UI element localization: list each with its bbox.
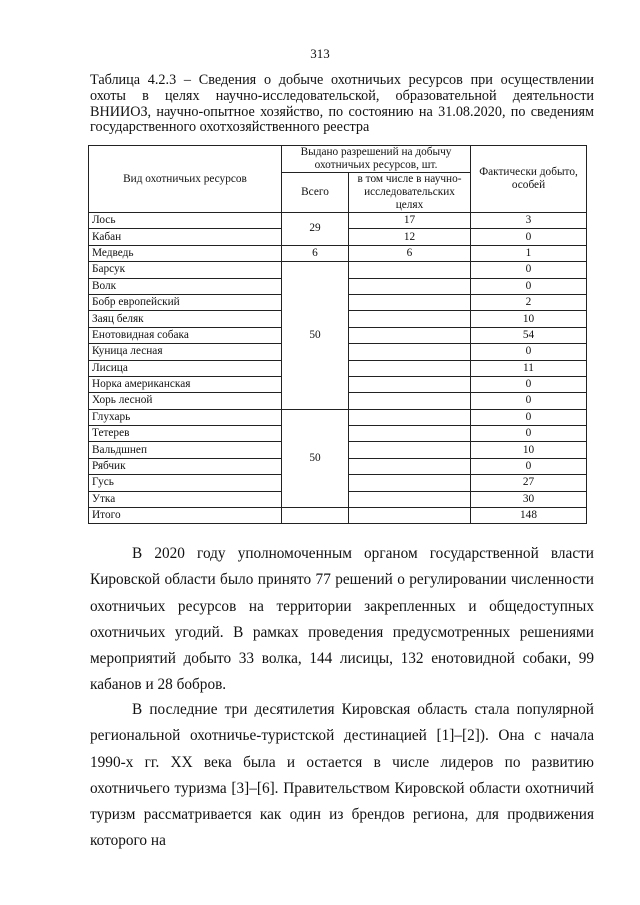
total-label: Итого: [89, 508, 282, 524]
harvested-cell: 0: [471, 426, 587, 442]
table-row: [89, 213, 587, 229]
harvested-cell: 0: [471, 262, 587, 278]
species-name: Бобр европейский: [89, 294, 282, 310]
research-cell: [349, 344, 471, 360]
header-issued: Выдано разрешений на добычу охотничьих ресурсов, шт.: [282, 146, 471, 173]
harvested-cell: 0: [471, 376, 587, 392]
research-cell: 17: [349, 213, 471, 229]
research-cell: [349, 393, 471, 409]
species-name: Вальдшнеп: [89, 442, 282, 458]
harvested-cell: 0: [471, 278, 587, 294]
table-caption: Таблица 4.2.3 – Сведения о добыче охотничьих ресурсов при осуществлении охоты в целях научно-исследовательской, образовательной деятельности ВНИИОЗ, научно-опытное хозяйство, по состоянию на 31.08.2020, по сведениям государственного охотхозяйственного реестра: [90, 72, 594, 136]
research-cell: [349, 458, 471, 474]
harvested-cell: 0: [471, 393, 587, 409]
research-cell: [349, 491, 471, 507]
harvested-cell: 10: [471, 442, 587, 458]
research-cell: [349, 360, 471, 376]
species-name: Кабан: [89, 229, 282, 245]
research-cell: [349, 262, 471, 278]
table-row: [89, 245, 587, 261]
table-total-row: [89, 508, 587, 524]
harvested-cell: 0: [471, 409, 587, 425]
harvested-cell: 54: [471, 327, 587, 343]
issued-total-cell: [282, 508, 349, 524]
header-species: Вид охотничьих ресурсов: [89, 146, 282, 213]
research-cell: [349, 475, 471, 491]
header-total: Всего: [282, 173, 349, 213]
research-cell: [349, 426, 471, 442]
table-header-row: [89, 146, 587, 173]
header-harvested: Фактически добыто, особей: [471, 146, 587, 213]
research-cell: [349, 376, 471, 392]
research-cell: [349, 409, 471, 425]
harvested-cell: 0: [471, 458, 587, 474]
harvested-cell: 10: [471, 311, 587, 327]
harvested-cell: 0: [471, 229, 587, 245]
species-name: Заяц беляк: [89, 311, 282, 327]
research-cell: [349, 311, 471, 327]
species-name: Гусь: [89, 475, 282, 491]
research-cell: [349, 278, 471, 294]
research-cell: [349, 294, 471, 310]
research-cell: [349, 327, 471, 343]
harvested-cell: 1: [471, 245, 587, 261]
harvested-cell: 30: [471, 491, 587, 507]
species-name: Хорь лесной: [89, 393, 282, 409]
page-number: 313: [310, 46, 330, 61]
harvested-cell: 2: [471, 294, 587, 310]
species-name: Волк: [89, 278, 282, 294]
research-cell: [349, 442, 471, 458]
species-name: Енотовидная собака: [89, 327, 282, 343]
species-name: Барсук: [89, 262, 282, 278]
table-row: [89, 409, 587, 425]
research-cell: 6: [349, 245, 471, 261]
issued-total-cell: 50: [282, 409, 349, 507]
paragraph-text: В последние три десятилетия Кировская область стала популярной региональной охотничье-туристской дестинацией [1]–[2]). Она с начала 1990-х гг. XX века была и остается в числе лидеров по развитию охотничьего туризма [3]–[6]. Правительством Кировской области охотничий туризм рассматривается как один из брендов региона, для продвижения которого на: [90, 701, 594, 850]
species-name: Лось: [89, 213, 282, 229]
harvested-cell: 11: [471, 360, 587, 376]
harvested-cell: 0: [471, 344, 587, 360]
species-name: Утка: [89, 491, 282, 507]
research-cell: [349, 508, 471, 524]
body-paragraph-2: [90, 697, 594, 855]
species-name: Лисица: [89, 360, 282, 376]
species-name: Рябчик: [89, 458, 282, 474]
body-paragraph-1: [90, 541, 594, 699]
total-harvested-cell: 148: [471, 508, 587, 524]
harvested-cell: 27: [471, 475, 587, 491]
species-name: Медведь: [89, 245, 282, 261]
issued-total-cell: 6: [282, 245, 349, 261]
header-research: в том числе в научно-исследовательских целях: [349, 173, 471, 213]
table-row: [89, 262, 587, 278]
harvest-table: [88, 145, 587, 524]
species-name: Тетерев: [89, 426, 282, 442]
harvested-cell: 3: [471, 213, 587, 229]
species-name: Глухарь: [89, 409, 282, 425]
paragraph-text: В 2020 году уполномоченным органом государственной власти Кировской области было принято 77 решений о регулировании численности охотничьих ресурсов на территории закрепленных и общедоступных охотничьих угодий. В рамках проведения предусмотренных решениями мероприятий добыто 33 волка, 144 лисицы, 132 енотовидной собаки, 99 кабанов и 28 бобров.: [90, 545, 594, 694]
species-name: Куница лесная: [89, 344, 282, 360]
species-name: Норка американская: [89, 376, 282, 392]
issued-total-cell: 29: [282, 213, 349, 246]
research-cell: 12: [349, 229, 471, 245]
issued-total-cell: 50: [282, 262, 349, 410]
